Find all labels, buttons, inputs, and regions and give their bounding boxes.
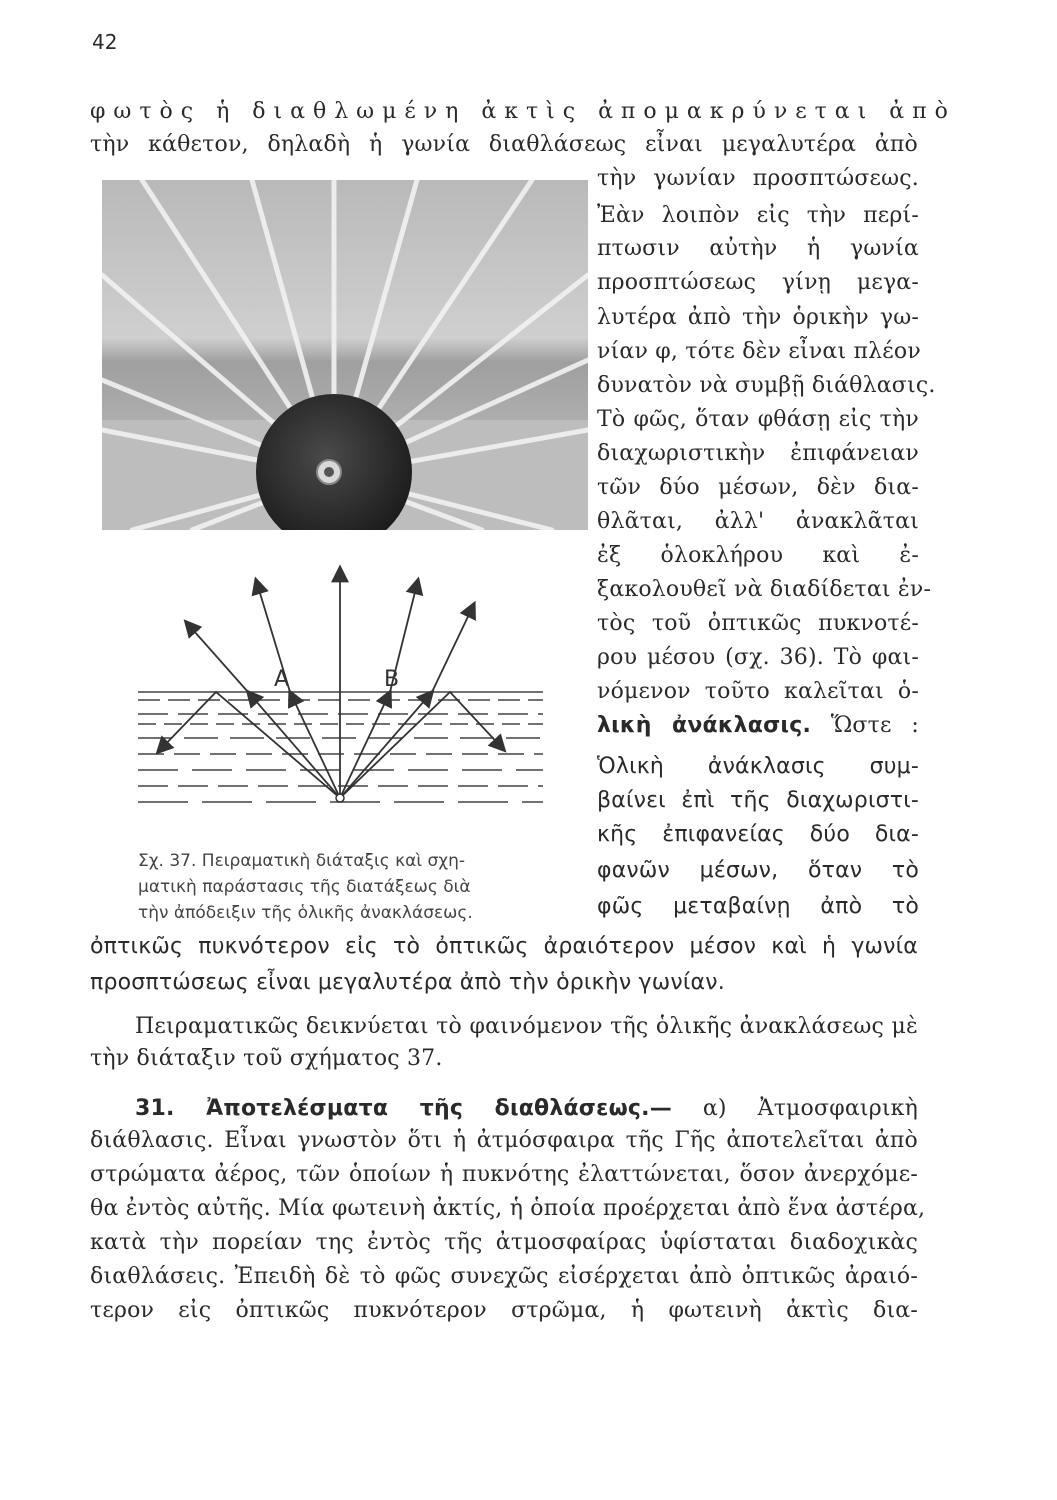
rule-line: βαίνει ἐπὶ τῆς διαχωριστι- bbox=[597, 788, 919, 813]
rule-line: φανῶν μέσων, ὅταν τὸ bbox=[597, 858, 919, 883]
rule-line: κῆς ἐπιφανείας δύο δια- bbox=[597, 822, 919, 847]
figure-caption: Σχ. 37. Πειραματικὴ διάταξις καὶ σχη- ματικὴ παράστασις τῆς διατάξεως διὰ τὴν ἀπόδειξιν τῆς ὁλικῆς ἀνακλάσεως. bbox=[138, 851, 473, 923]
rule-line: ὀπτικῶς πυκνότερον εἰς τὸ ὀπτικῶς ἀραιότερον μέσον καὶ ἡ γωνία bbox=[90, 934, 918, 959]
body-line: διαθλάσεις. Ἐπειδὴ δὲ τὸ φῶς συνεχῶς εἰσέρχεται ἀπὸ ὀπτικῶς ἀραιό- bbox=[90, 1264, 918, 1289]
side-line: νόμενον τοῦτο καλεῖται ὁ- bbox=[597, 679, 919, 704]
body-line: τερον εἰς ὀπτικῶς πυκνότερον στρῶμα, ἡ φωτεινὴ ἀκτὶς δια- bbox=[90, 1298, 918, 1323]
side-line: θλᾶται, ἀλλ' ἀνακλᾶται bbox=[597, 509, 919, 534]
side-line: πτωσιν αὐτὴν ἡ γωνία bbox=[597, 236, 919, 261]
side-line: λυτέρα ἀπὸ τὴν ὁρικὴν γω- bbox=[597, 305, 919, 330]
page-number: 42 bbox=[92, 30, 118, 54]
side-line: ρου μέσου (σχ. 36). Τὸ φαι- bbox=[597, 645, 919, 670]
side-line: δυνατὸν νὰ συμβῇ διάθλασις. bbox=[597, 373, 936, 398]
experiment-photo bbox=[102, 180, 588, 530]
body-line: στρώματα ἀέρος, τῶν ὁποίων ἡ πυκνότης ἐλαττώνεται, ὅσον ἀνερχόμε- bbox=[90, 1162, 918, 1187]
side-line: Ἐὰν λοιπὸν εἰς τὴν περί- bbox=[597, 203, 919, 228]
side-line: προσπτώσεως γίνῃ μεγα- bbox=[597, 270, 919, 295]
side-line: διαχωριστικὴν ἐπιφάνειαν bbox=[597, 441, 919, 466]
side-line: Τὸ φῶς, ὅταν φθάσῃ εἰς τὴν bbox=[597, 407, 919, 432]
total-reflection-diagram bbox=[128, 562, 548, 822]
body-line: θα ἐντὸς αὐτῆς. Μία φωτεινὴ ἀκτίς, ἡ ὁποία προέρχεται ἀπὸ ἕνα ἀστέρα, bbox=[90, 1196, 926, 1221]
body-line: τὴν κάθετον, δηλαδὴ ἡ γωνία διαθλάσεως εἶναι μεγαλυτέρα ἀπὸ bbox=[90, 132, 918, 157]
body-line: διάθλασις. Εἶναι γνωστὸν ὅτι ἡ ἀτμόσφαιρα τῆς Γῆς ἀποτελεῖται ἀπὸ bbox=[90, 1128, 918, 1153]
term-total-reflection: λικὴ ἀνάκλασις. bbox=[597, 713, 811, 738]
label-b: B bbox=[384, 667, 400, 692]
side-line: νίαν φ, τότε δὲν εἶναι πλέον bbox=[597, 339, 921, 364]
body-line: Πειραματικῶς δεικνύεται τὸ φαινόμενον τῆς ὁλικῆς ἀνακλάσεως μὲ bbox=[135, 1014, 918, 1039]
rule-line: προσπτώσεως εἶναι μεγαλυτέρα ἀπὸ τὴν ὁρικὴν γωνίαν. bbox=[90, 970, 725, 995]
side-line: ξακολουθεῖ νὰ διαδίδεται ἐν- bbox=[597, 577, 932, 602]
section-heading: 31. Ἀποτελέσματα τῆς διαθλάσεως.— α) Ἀτμοσφαιρικὴ bbox=[135, 1096, 918, 1121]
side-line: λικὴ ἀνάκλασις. Ὥστε : bbox=[597, 713, 919, 738]
body-line: τὴν διάταξιν τοῦ σχήματος 37. bbox=[90, 1046, 443, 1071]
side-line: τῶν δύο μέσων, δὲν δια- bbox=[597, 475, 919, 500]
label-a: A bbox=[274, 667, 290, 692]
rule-line: Ὁλικὴ ἀνάκλασις συμ- bbox=[597, 754, 919, 779]
side-line: ἐξ ὁλοκλήρου καὶ ἐ- bbox=[597, 543, 919, 568]
body-line: κατὰ τὴν πορείαν της ἐντὸς τῆς ἀτμοσφαίρας ὑφίσταται διαδοχικὰς bbox=[90, 1230, 918, 1255]
side-line: τὸς τοῦ ὀπτικῶς πυκνοτέ- bbox=[597, 611, 919, 636]
body-line: φωτὸς ἡ διαθλωμένη ἀκτὶς ἀπομακρύνεται ἀπὸ bbox=[90, 99, 956, 124]
rule-line: φῶς μεταβαίνῃ ἀπὸ τὸ bbox=[597, 894, 919, 919]
side-line: τὴν γωνίαν προσπτώσεως. bbox=[597, 166, 919, 191]
